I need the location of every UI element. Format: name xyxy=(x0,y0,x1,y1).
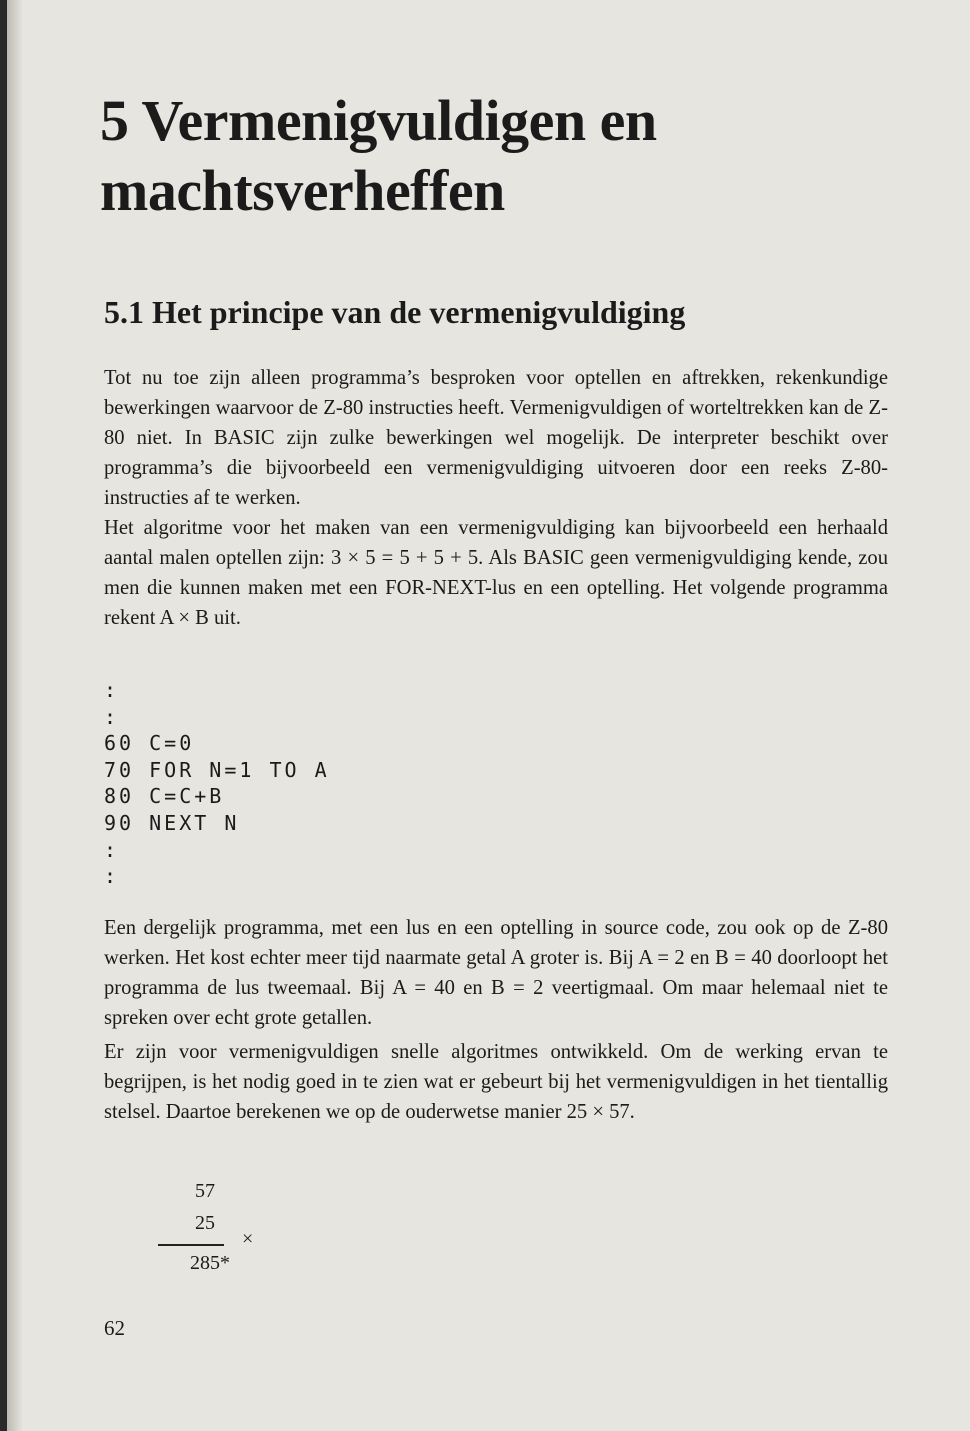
code-line: 90 NEXT N xyxy=(104,810,240,835)
code-line: 70 FOR N=1 TO A xyxy=(104,757,330,782)
paragraph-algorithm: Het algoritme voor het maken van een vermenigvuldiging kan bijvoorbeeld een herhaald aantal malen optellen zijn: 3 × 5 = 5 + 5 + 5. Als BASIC geen vermenigvuldiging kende, zou men die kunnen maken met een FOR-NEXT-lus en een optelling. Het volgende programma rekent A × B uit. xyxy=(104,517,888,629)
code-line: 60 C=0 xyxy=(104,731,195,756)
chapter-title: 5 Vermenigvuldigen en machtsverheffen xyxy=(100,88,657,223)
code-line: 80 C=C+B xyxy=(104,784,225,809)
paragraph-intro: Tot nu toe zijn alleen programma’s besproken voor optellen en aftrekken, rekenkundige bewerkingen waarvoor de Z-80 instructies heeft. Vermenigvuldigen of worteltrekken kan de Z-80 niet. In BASIC zijn zulke bewerkingen wel mogelijk. De interpreter beschikt over programma’s die bijvoorbeeld een vermenigvuldiging uitvoeren door een reeks Z-80-instructies af te werken. xyxy=(104,367,888,509)
multiplicand: 57 xyxy=(195,1180,215,1202)
section-title: 5.1 Het principe van de vermenigvuldiging xyxy=(104,294,686,330)
page-number: 62 xyxy=(104,1316,125,1340)
paragraph-loop-cost: Een dergelijk programma, met een lus en een optelling in source code, zou ook op de Z-80 werken. Het kost echter meer tijd naarmate getal A groter is. Bij A = 2 en B = 40 doorloopt het programma de lus tweemaal. Bij A = 40 en B = 2 veertigmaal. Om maar helemaal niet te spreken over echt grote getallen. xyxy=(104,917,888,1029)
code-line: : xyxy=(104,864,120,889)
partial-product: 285* xyxy=(190,1252,230,1274)
book-gutter xyxy=(7,0,23,1431)
code-line: : xyxy=(104,678,120,702)
book-spine-shadow xyxy=(0,0,7,1431)
multiplier: 25 xyxy=(195,1212,215,1234)
paragraph-fast-algorithms: Er zijn voor vermenigvuldigen snelle algoritmes ontwikkeld. Om de werking ervan te begrijpen, is het nodig goed in te zien wat er gebeurt bij het vermenigvuldigen in het tientallig stelsel. Daartoe berekenen we op de ouderwetse manier 25 × 57. xyxy=(104,1041,888,1123)
code-line: : xyxy=(104,837,120,862)
code-line: : xyxy=(104,704,120,729)
multiply-sign: × xyxy=(242,1228,254,1250)
basic-code-listing xyxy=(104,677,504,890)
sum-line xyxy=(158,1244,224,1246)
